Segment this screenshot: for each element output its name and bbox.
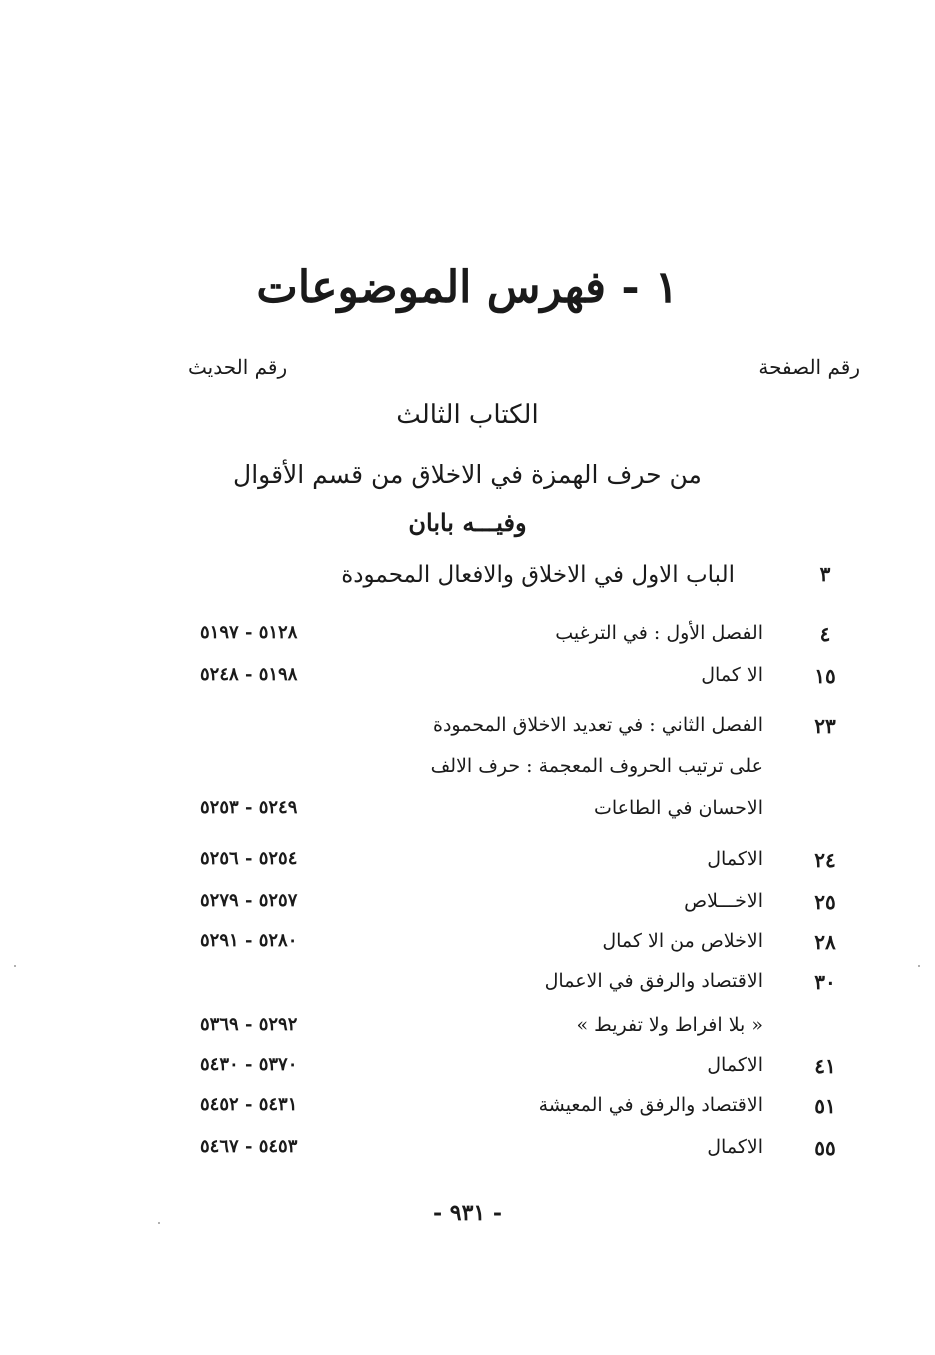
toc-entry [180, 755, 845, 787]
toc-entry [180, 797, 845, 829]
scan-speck [918, 965, 920, 967]
entry-title: الفصل الأول : في الترغيب [555, 622, 763, 644]
entry-hadith-range: ٥٢٥٧ - ٥٢٧٩ [200, 890, 298, 911]
toc-entry [180, 622, 845, 654]
entry-page-number: ٣ [819, 562, 831, 586]
entry-hadith-range: ٥٢٤٩ - ٥٢٥٣ [200, 797, 298, 818]
entry-title: الباب الاول في الاخلاق والافعال المحمودة [341, 562, 735, 588]
entry-title: الاقتصاد والرفق في الاعمال [544, 970, 763, 992]
entry-hadith-range: ٥٤٣١ - ٥٤٥٢ [200, 1094, 298, 1115]
toc-entry [180, 562, 845, 594]
entry-page-number: ١٥ [814, 664, 836, 688]
toc-entry [180, 970, 845, 1002]
entry-page-number: ٥١ [814, 1094, 836, 1118]
entry-title: الاخلاص من الا كمال [602, 930, 763, 952]
scan-speck [14, 965, 16, 967]
page-number-footer [0, 1200, 935, 1226]
entry-title: الاكمال [707, 1136, 763, 1158]
toc-entry [180, 1054, 845, 1086]
entry-hadith-range: ٥٢٩٢ - ٥٣٦٩ [200, 1014, 298, 1035]
toc-entry [180, 1136, 845, 1168]
entry-page-number: ٢٥ [814, 890, 836, 914]
entry-title: الاكمال [707, 848, 763, 870]
footer-text: - ٩٣١ - [432, 1200, 503, 1226]
entry-title: على ترتيب الحروف المعجمة : حرف الالف [430, 755, 763, 777]
page-number-column-header: رقم الصفحة [758, 355, 860, 379]
hadith-number-column-header: رقم الحديث [188, 355, 288, 379]
entry-page-number: ٥٥ [814, 1136, 836, 1160]
entry-page-number: ٤ [819, 622, 831, 646]
entry-title: الاكمال [707, 1054, 763, 1076]
chapters-count-line: وفيـــه بابان [408, 508, 527, 537]
entry-page-number: ٤١ [814, 1054, 836, 1078]
toc-entry [180, 1014, 845, 1046]
book-heading: الكتاب الثالث [396, 400, 539, 430]
toc-entry [180, 930, 845, 962]
entry-title: « بلا افراط ولا تفريط » [576, 1014, 763, 1036]
toc-entry [180, 890, 845, 922]
book-subtitle: من حرف الهمزة في الاخلاق من قسم الأقوال [233, 460, 702, 489]
toc-entry [180, 1094, 845, 1126]
toc-entry [180, 714, 845, 746]
entry-title: الاخـــلاص [684, 890, 763, 912]
entry-page-number: ٢٣ [814, 714, 836, 738]
entry-title: الاقتصاد والرفق في المعيشة [538, 1094, 763, 1116]
entry-page-number: ٣٠ [814, 970, 836, 994]
entry-hadith-range: ٥٢٨٠ - ٥٢٩١ [200, 930, 298, 951]
entry-hadith-range: ٥١٢٨ - ٥١٩٧ [200, 622, 298, 643]
toc-entry [180, 664, 845, 696]
entry-hadith-range: ٥٢٥٤ - ٥٢٥٦ [200, 848, 298, 869]
page-title: ١ - فهرس الموضوعات [256, 262, 679, 313]
entry-title: الا كمال [701, 664, 763, 686]
scan-speck [158, 1222, 160, 1224]
entry-title: الاحسان في الطاعات [593, 797, 763, 819]
toc-entry [180, 848, 845, 880]
entry-page-number: ٢٤ [814, 848, 836, 872]
entry-page-number: ٢٨ [814, 930, 836, 954]
entry-title: الفصل الثاني : في تعديد الاخلاق المحمودة [433, 714, 763, 736]
entry-hadith-range: ٥٤٥٣ - ٥٤٦٧ [200, 1136, 298, 1157]
entry-hadith-range: ٥١٩٨ - ٥٢٤٨ [200, 664, 298, 685]
entry-hadith-range: ٥٣٧٠ - ٥٤٣٠ [200, 1054, 298, 1075]
